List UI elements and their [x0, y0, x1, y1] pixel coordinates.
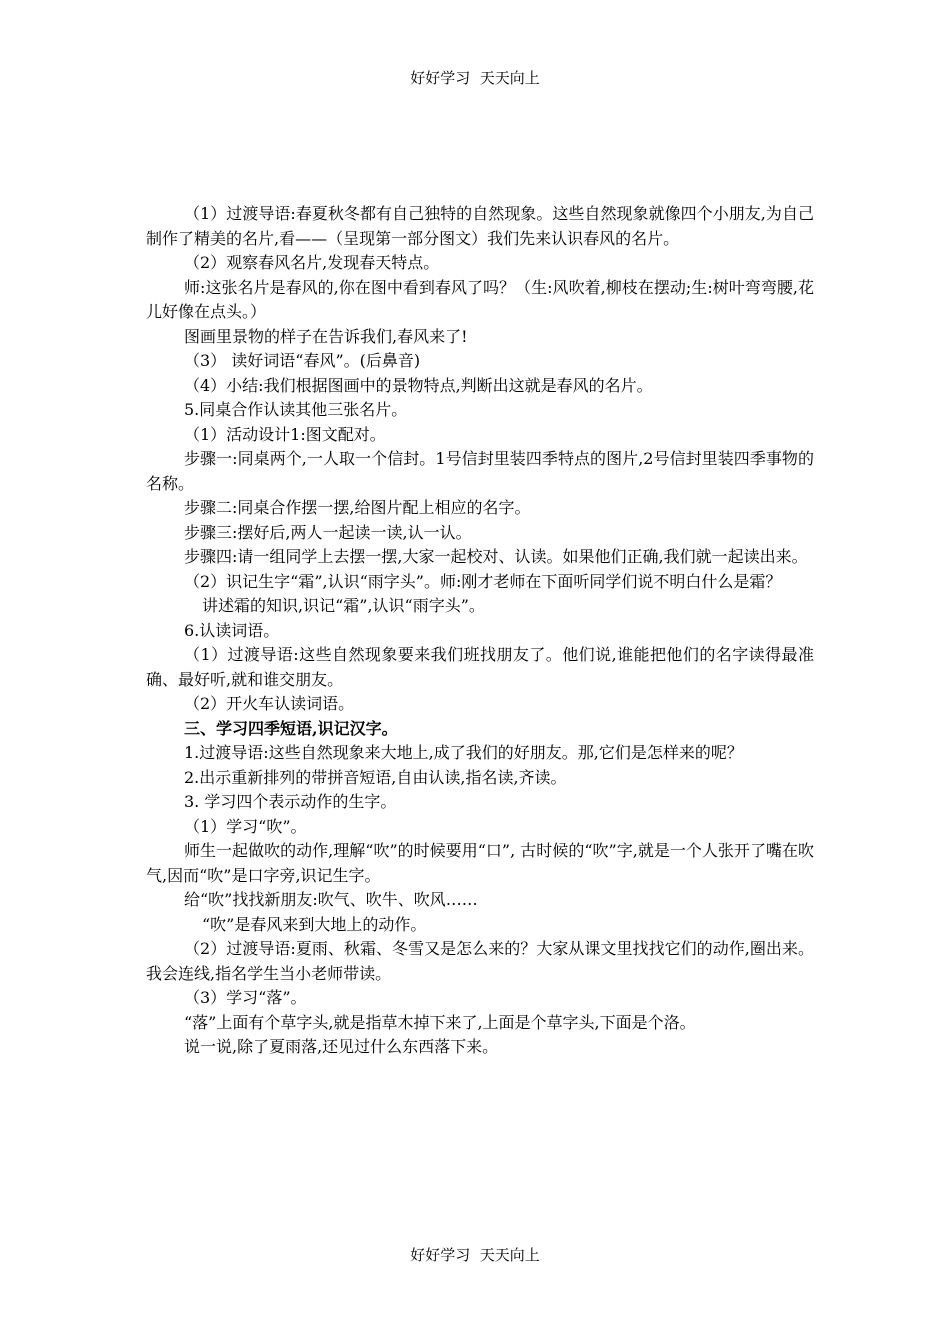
- paragraph: 步骤二:同桌合作摆一摆,给图片配上相应的名字。: [184, 498, 531, 517]
- paragraph: （2）识记生字“霜”,认识“雨字头”。师:刚才老师在下面听同学们说不明白什么是霜？: [184, 571, 782, 591]
- paragraph: （2）开火车认读词语。: [184, 694, 355, 713]
- paragraph: 1.过渡导语:这些自然现象来大地上,成了我们的好朋友。那,它们是怎样来的呢？: [184, 743, 743, 762]
- paragraph: （2）过渡导语:夏雨、秋霜、冬雪又是怎么来的？大家从课文里找找它们的动作,圈出来。我会连线,指名学生当小老师带读。: [146, 939, 814, 983]
- paragraph: 步骤三:摆好后,两人一起读一读,认一认。: [184, 522, 472, 542]
- paragraph: （3）学习“落”。: [184, 988, 307, 1007]
- page-header: 好好学习 天天向上: [410, 69, 540, 87]
- paragraph: 5.同桌合作认读其他三张名片。: [184, 400, 408, 419]
- paragraph: （1）学习“吹”。: [184, 816, 307, 836]
- paragraph: （1）活动设计1:图文配对。: [184, 424, 386, 444]
- paragraph: （3） 读好词语“春风”。(后鼻音): [184, 351, 421, 370]
- paragraph: （1）过渡导语:春夏秋冬都有自己独特的自然现象。这些自然现象就像四个小朋友,为自己制作了精美的名片,看——（呈现第一部分图文）我们先来认识春风的名片。: [146, 204, 814, 248]
- document-body: [146, 202, 814, 1060]
- paragraph: 说一说,除了夏雨落,还见过什么东西落下来。: [184, 1037, 499, 1056]
- paragraph: 讲述霜的知识,识记“霜”,认识“雨字头”。: [202, 596, 485, 615]
- section-heading: 三、学习四季短语,识记汉字。: [184, 718, 398, 738]
- paragraph: 师生一起做吹的动作,理解“吹”的时候要用“口”, 古时候的“吹”字,就是一个人张开了嘴在吹气,因而“吹”是口字旁,识记生字。: [146, 841, 814, 885]
- paragraph: 给“吹”找找新朋友:吹气、吹牛、吹风……: [184, 890, 478, 909]
- paragraph: 师:这张名片是春风的,你在图中看到春风了吗？（生:风吹着,柳枝在摆动;生:树叶弯弯腰,花儿好像在点头。）: [146, 277, 814, 321]
- paragraph: （4）小结:我们根据图画中的景物特点,判断出这就是春风的名片。: [184, 375, 653, 395]
- paragraph: 图画里景物的样子在告诉我们,春风来了!: [184, 326, 468, 346]
- page-footer: 好好学习 天天向上: [410, 1246, 540, 1264]
- paragraph: “落”上面有个草字头,就是指草木掉下来了,上面是个草字头,下面是个洛。: [184, 1012, 696, 1032]
- paragraph: 步骤一:同桌两个,一人取一个信封。1号信封里装四季特点的图片,2号信封里装四季事物的名称。: [146, 449, 814, 493]
- paragraph: 6.认读词语。: [184, 620, 280, 640]
- paragraph: （1）过渡导语:这些自然现象要来我们班找朋友了。他们说,谁能把他们的名字读得最准确、最好听,就和谁交朋友。: [146, 645, 814, 689]
- paragraph: （2）观察春风名片,发现春天特点。: [184, 253, 440, 272]
- paragraph: 步骤四:请一组同学上去摆一摆,大家一起校对、认读。如果他们正确,我们就一起读出来。: [184, 547, 808, 566]
- paragraph: 3. 学习四个表示动作的生字。: [184, 792, 397, 811]
- paragraph: 2.出示重新排列的带拼音短语,自由认读,指名读,齐读。: [184, 767, 567, 787]
- paragraph: “吹”是春风来到大地上的动作。: [202, 914, 427, 934]
